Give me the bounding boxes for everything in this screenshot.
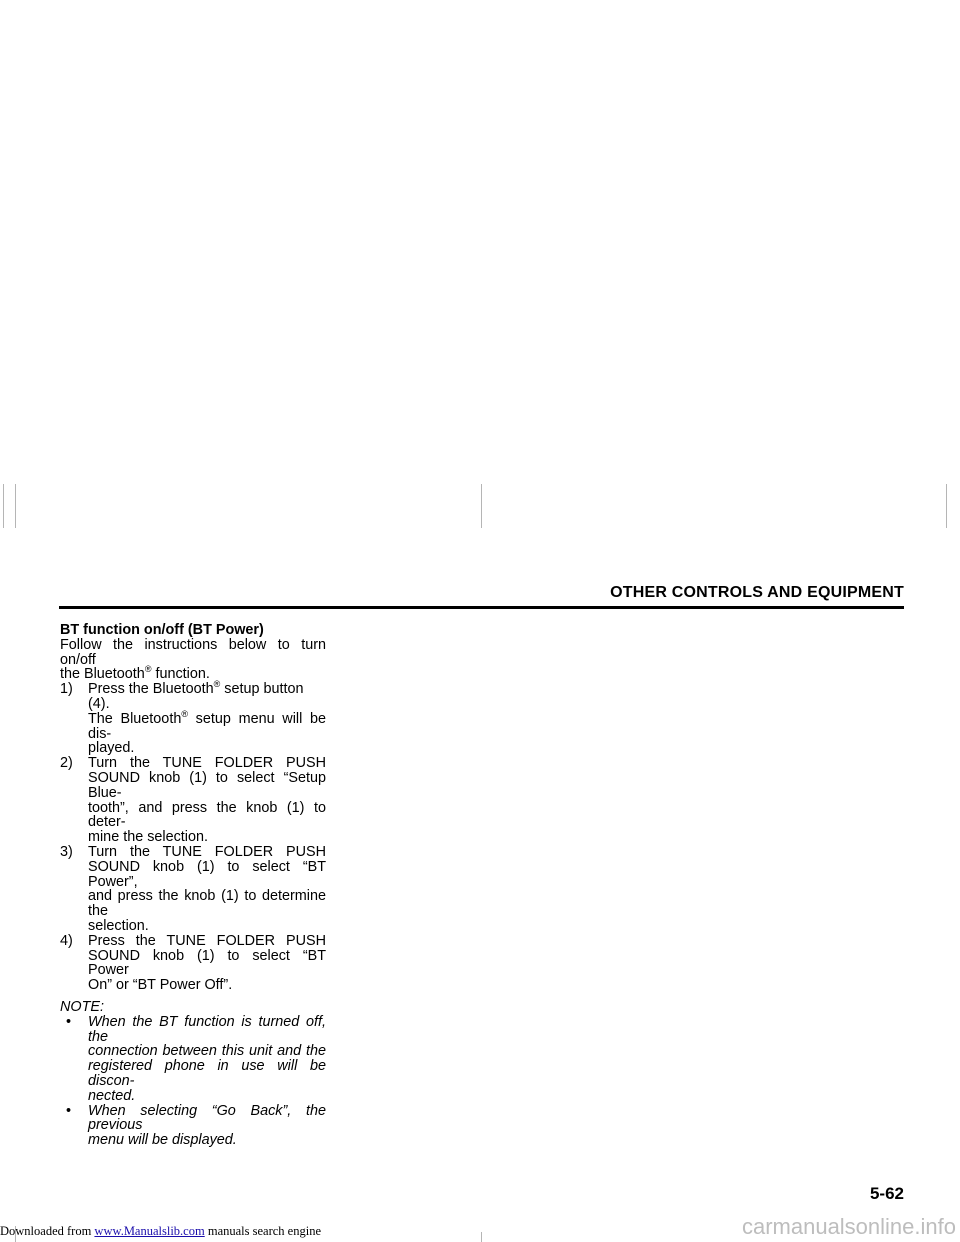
intro-line: the Bluetooth® function. [60, 664, 210, 683]
bullet-icon: • [66, 1102, 72, 1119]
watermark: carmanualsonline.info [741, 1214, 956, 1239]
page-number: 5-62 [869, 1184, 904, 1203]
crop-mark [481, 484, 482, 528]
note-item: • When the BT function is turned off, the connection between this unit and the registered phone in use will be discon- nected. [66, 1013, 326, 1104]
step-3: 3) Turn the TUNE FOLDER PUSH SOUND knob (1) to select “BT Power”, and press the knob (1) to determine the selection. [60, 843, 326, 934]
note-item: • When selecting “Go Back”, the previous menu will be displayed. [66, 1102, 326, 1149]
note-title: NOTE: [60, 998, 104, 1015]
step-4: 4) Press the TUNE FOLDER PUSH SOUND knob (1) to select “BT Power On” or “BT Power Off”. [60, 932, 326, 994]
main-column [60, 623, 326, 1148]
header-rule [59, 606, 904, 609]
bullet-icon: • [66, 1013, 72, 1030]
crop-mark [481, 1232, 482, 1242]
crop-mark [946, 484, 947, 528]
registered-mark: ® [144, 664, 152, 675]
step-1: 1) Press the Bluetooth® setup button (4). The Bluetooth® setup menu will be dis- played. [60, 679, 327, 757]
manualslib-link[interactable]: www.Manualslib.com [94, 1224, 205, 1238]
intro-line: Follow the instructions below to turn on/off [60, 636, 326, 668]
crop-mark [3, 484, 4, 528]
step-2: 2) Turn the TUNE FOLDER PUSH SOUND knob (1) to select “Setup Blue- tooth”, and press the knob (1) to deter- mine the selection. [60, 755, 326, 846]
crop-mark [15, 484, 16, 528]
section-heading: BT function on/off (BT Power) [60, 622, 264, 638]
download-footer: Downloaded from www.Manualslib.com manuals search engine [0, 1224, 321, 1238]
section-header: OTHER CONTROLS AND EQUIPMENT [610, 584, 904, 601]
